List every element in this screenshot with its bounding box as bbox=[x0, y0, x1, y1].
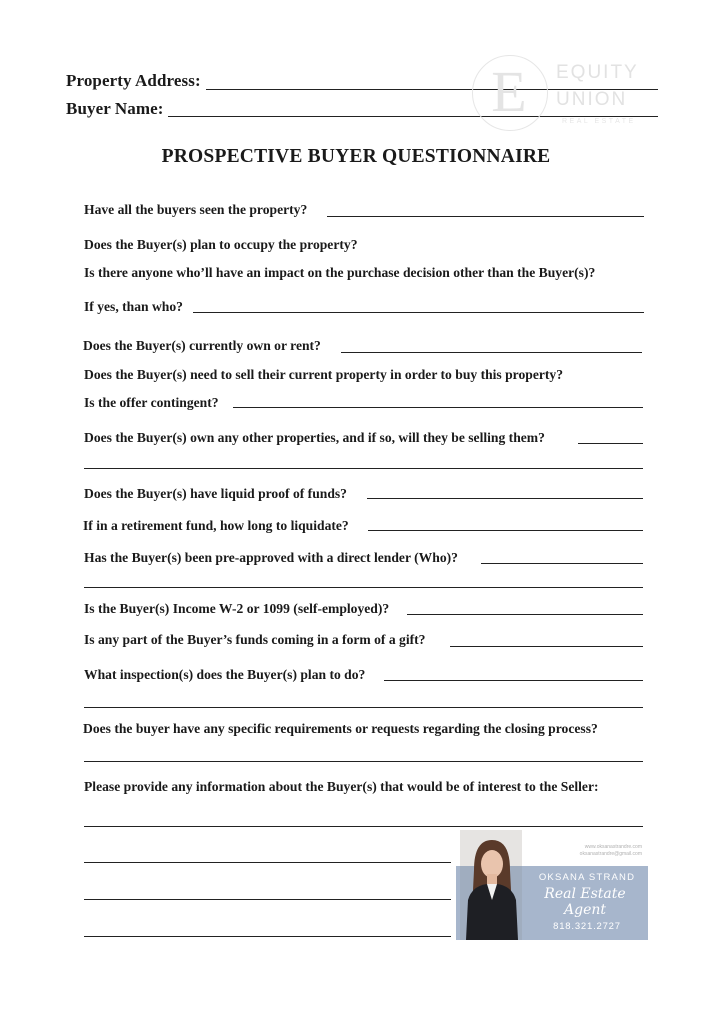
question-other-properties: Does the Buyer(s) own any other properties, and if so, will they be selling them? bbox=[84, 430, 545, 445]
agent-website[interactable]: www.oksanastrandre.com bbox=[584, 844, 642, 850]
question-income-type: Is the Buyer(s) Income W-2 or 1099 (self-employed)? bbox=[84, 601, 390, 616]
question-proof-funds: Does the Buyer(s) have liquid proof of funds? bbox=[84, 486, 347, 501]
answer-pre-approved-line2[interactable] bbox=[84, 587, 643, 588]
logo-word-real-estate: REAL ESTATE bbox=[562, 118, 636, 125]
answer-seen-property[interactable] bbox=[327, 216, 644, 217]
question-own-rent: Does the Buyer(s) currently own or rent? bbox=[83, 338, 321, 353]
question-pre-approved: Has the Buyer(s) been pre-approved with a direct lender (Who)? bbox=[84, 550, 458, 565]
question-retirement: If in a retirement fund, how long to liquidate? bbox=[83, 518, 349, 533]
question-sell-current: Does the Buyer(s) need to sell their current property in order to buy this property? bbox=[84, 367, 564, 382]
agent-role: Real Estate Agent bbox=[544, 886, 626, 918]
property-address-label: Property Address: bbox=[66, 71, 201, 90]
agent-business-card bbox=[456, 830, 648, 940]
answer-gift-funds[interactable] bbox=[450, 646, 643, 647]
answer-if-yes[interactable] bbox=[193, 312, 644, 313]
buyer-name-label: Buyer Name: bbox=[66, 99, 164, 118]
answer-own-rent[interactable] bbox=[341, 352, 642, 353]
answer-pre-approved[interactable] bbox=[481, 563, 643, 564]
question-gift-funds: Is any part of the Buyer’s funds coming in a form of a gift? bbox=[84, 632, 426, 647]
answer-closing-requests[interactable] bbox=[84, 761, 643, 762]
question-inspections: What inspection(s) does the Buyer(s) plan to do? bbox=[84, 667, 366, 682]
answer-inspections[interactable] bbox=[384, 680, 643, 681]
question-buyer-info: Please provide any information about the Buyer(s) that would be of interest to the Seller: bbox=[84, 779, 599, 794]
answer-other-properties[interactable] bbox=[578, 443, 643, 444]
logo-letter: E bbox=[491, 59, 527, 124]
question-closing-requests: Does the buyer have any specific requirements or requests regarding the closing process? bbox=[83, 721, 598, 736]
logo-word-union: UNION bbox=[556, 89, 628, 110]
answer-proof-funds[interactable] bbox=[367, 498, 643, 499]
question-impact: Is there anyone who’ll have an impact on the purchase decision other than the Buyer(s)? bbox=[84, 265, 596, 280]
agent-photo bbox=[460, 830, 522, 940]
answer-buyer-info-line3[interactable] bbox=[84, 899, 451, 900]
page-title: PROSPECTIVE BUYER QUESTIONNAIRE bbox=[161, 146, 551, 167]
answer-contingent[interactable] bbox=[233, 407, 643, 408]
question-contingent: Is the offer contingent? bbox=[84, 395, 219, 410]
agent-phone[interactable]: 818.321.2727 bbox=[553, 921, 621, 932]
answer-buyer-info-line4[interactable] bbox=[84, 936, 451, 937]
question-seen-property: Have all the buyers seen the property? bbox=[84, 202, 308, 217]
agent-email[interactable]: oksanastrandre@gmail.com bbox=[579, 851, 642, 857]
answer-income-type[interactable] bbox=[407, 614, 643, 615]
answer-buyer-info-line1[interactable] bbox=[84, 826, 643, 827]
answer-inspections-line2[interactable] bbox=[84, 707, 643, 708]
buyer-name-field[interactable] bbox=[168, 116, 658, 117]
answer-buyer-info-line2[interactable] bbox=[84, 862, 451, 863]
answer-other-properties-line2[interactable] bbox=[84, 468, 643, 469]
question-if-yes: If yes, than who? bbox=[84, 299, 183, 314]
agent-name: OKSANA STRAND bbox=[538, 872, 636, 883]
answer-retirement[interactable] bbox=[368, 530, 643, 531]
question-occupy: Does the Buyer(s) plan to occupy the property? bbox=[84, 237, 358, 252]
logo-word-equity: EQUITY bbox=[556, 62, 639, 83]
